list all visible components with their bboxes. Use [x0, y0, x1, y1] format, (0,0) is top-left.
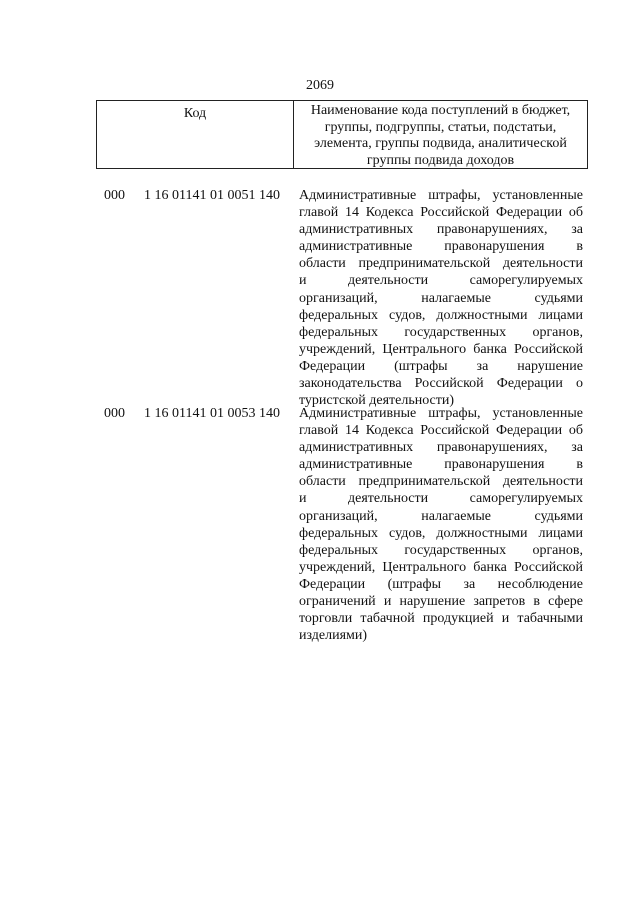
description-line: федеральных государственных органов, — [299, 324, 583, 340]
description-line: и деятельности саморегулируемых — [299, 273, 583, 289]
description-line: торговли табачной продукцией и табачными — [299, 611, 583, 627]
description-line: Федерации (штрафы за нарушение — [299, 358, 583, 374]
description-line: области предпринимательской деятельности — [299, 256, 583, 272]
description-line: федеральных судов, должностными лицами — [299, 525, 583, 541]
description-line: организаций, налагаемые судьями — [299, 290, 583, 306]
admin-code: 000 — [104, 188, 125, 203]
description-line: главой 14 Кодекса Российской Федерации об — [299, 423, 583, 439]
description-line: области предпринимательской деятельности — [299, 474, 583, 490]
description-line: федеральных судов, должностными лицами — [299, 307, 583, 323]
page-number: 2069 — [306, 78, 334, 93]
description-line: организаций, налагаемые судьями — [299, 508, 583, 524]
revenue-code: 1 16 01141 01 0051 140 — [144, 188, 280, 203]
description-line: ограничений и нарушение запретов в сфере — [299, 594, 583, 610]
description-line: административных правонарушениях, за — [299, 440, 583, 456]
description-line: учреждений, Центрального банка Российской — [299, 559, 583, 575]
description-line: туристской деятельности) — [299, 393, 455, 409]
description-line: федеральных государственных органов, — [299, 542, 583, 558]
header-name-line: Наименование кода поступлений в бюджет, — [310, 103, 571, 118]
header-name-line: группы подвида доходов — [366, 152, 515, 168]
revenue-code: 1 16 01141 01 0053 140 — [144, 406, 280, 421]
description-line: административных правонарушениях, за — [299, 222, 583, 238]
header-code-cell: Код — [97, 101, 294, 168]
header-name-line: группы, подгруппы, статьи, подстатьи, — [324, 119, 557, 135]
description-line: административные правонарушения в — [299, 239, 583, 255]
revenue-description — [299, 187, 583, 409]
description-line: учреждений, Центрального банка Российской — [299, 341, 583, 357]
table-header — [96, 100, 588, 169]
description-line: Административные штрафы, установленные — [299, 188, 583, 203]
description-line: главой 14 Кодекса Российской Федерации об — [299, 205, 583, 221]
header-name-line: элемента, группы подвида, аналитической — [314, 136, 567, 151]
description-line: Федерации (штрафы за несоблюдение — [299, 576, 583, 592]
admin-code: 000 — [104, 406, 125, 421]
header-name-cell — [294, 101, 587, 168]
description-line: изделиями) — [299, 628, 368, 644]
description-line: административные правонарушения в — [299, 457, 583, 473]
description-line: Административные штрафы, установленные — [299, 406, 583, 421]
description-line: и деятельности саморегулируемых — [299, 491, 583, 507]
revenue-description — [299, 405, 583, 644]
description-line: законодательства Российской Федерации о — [299, 376, 583, 392]
